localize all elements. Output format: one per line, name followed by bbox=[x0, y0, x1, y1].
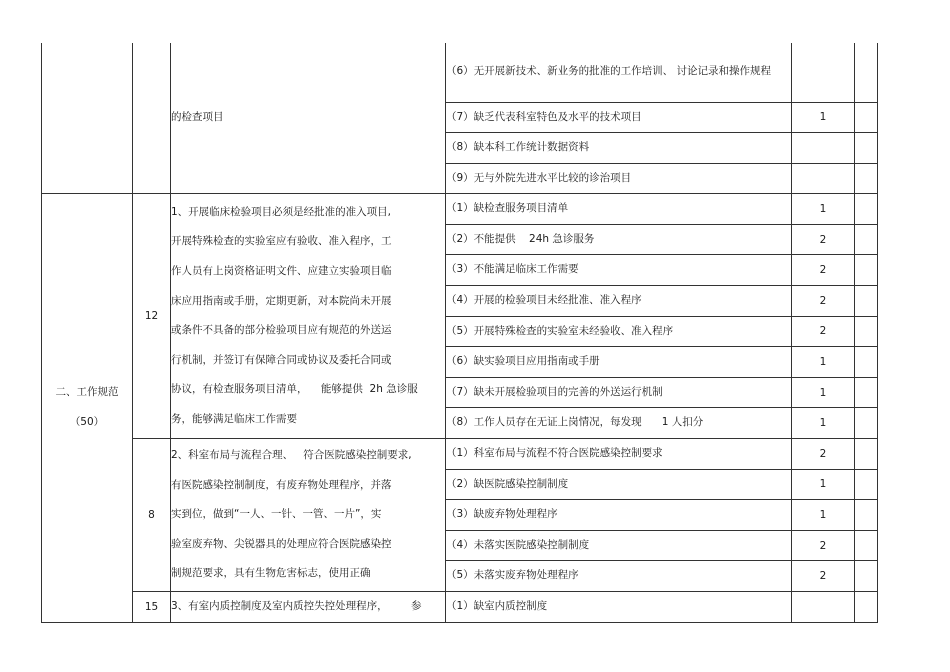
score-cell: 15 bbox=[133, 592, 171, 623]
blank-cell bbox=[855, 592, 878, 623]
description-line: 1、开展临床检验项目必须是经批准的准入项目, bbox=[171, 205, 392, 218]
description-line: 务，能够满足临床工作需要 bbox=[171, 412, 297, 425]
blank-cell bbox=[855, 408, 878, 439]
blank-cell bbox=[855, 500, 878, 531]
deduction-item: （1）缺室内质控制度 bbox=[446, 592, 792, 623]
standard-description-cell bbox=[171, 43, 446, 194]
deduction-points: 1 bbox=[792, 500, 855, 531]
description-line: 制规范要求，具有生物危害标志，使用正确 bbox=[171, 567, 371, 580]
description-line: 协议，有检查服务项目清单， 能够提供 2h 急诊服 bbox=[171, 383, 418, 396]
blank-cell bbox=[855, 439, 878, 470]
deduction-item: （4）开展的检验项目未经批准、准入程序 bbox=[446, 286, 792, 317]
deduction-points: 2 bbox=[792, 316, 855, 347]
score-cell: 8 bbox=[133, 439, 171, 592]
deduction-item: （2）不能提供 24h 急诊服务 bbox=[446, 224, 792, 255]
category-cell bbox=[42, 194, 133, 622]
deduction-points: 1 bbox=[792, 377, 855, 408]
description-line: 的检查项目 bbox=[171, 111, 224, 124]
deduction-item: （3）不能满足临床工作需要 bbox=[446, 255, 792, 286]
deduction-points: 2 bbox=[792, 255, 855, 286]
blank-cell bbox=[855, 163, 878, 194]
deduction-points: 2 bbox=[792, 286, 855, 317]
description-line: 开展特殊检查的实验室应有验收、准入程序，工 bbox=[171, 235, 392, 248]
description-line: 实到位，做到“一人、一针、一管、一片”，实 bbox=[171, 508, 382, 521]
blank-cell bbox=[855, 102, 878, 133]
deduction-item: （6）缺实验项目应用指南或手册 bbox=[446, 347, 792, 378]
blank-cell bbox=[855, 347, 878, 378]
description-line: 床应用指南或手册，定期更新，对本院尚未开展 bbox=[171, 294, 392, 307]
deduction-points: 1 bbox=[792, 408, 855, 439]
deduction-item: （4）未落实医院感染控制制度 bbox=[446, 530, 792, 561]
deduction-points: 2 bbox=[792, 439, 855, 470]
standard-description-cell bbox=[171, 592, 446, 623]
deduction-item: （8）工作人员存在无证上岗情况，每发现 1 人扣分 bbox=[446, 408, 792, 439]
blank-cell bbox=[855, 43, 878, 102]
description-line: 有医院感染控制制度，有废弃物处理程序，并落 bbox=[171, 478, 392, 491]
deduction-item: （6）无开展新技术、新业务的批准的工作培训、 讨论记录和操作规程 bbox=[446, 43, 792, 102]
deduction-points: 1 bbox=[792, 347, 855, 378]
blank-cell bbox=[855, 377, 878, 408]
deduction-points bbox=[792, 163, 855, 194]
blank-cell bbox=[855, 255, 878, 286]
deduction-item: （8）缺本科工作统计数据资料 bbox=[446, 133, 792, 164]
blank-cell bbox=[855, 194, 878, 225]
deduction-item: （7）缺乏代表科室特色及水平的技术项目 bbox=[446, 102, 792, 133]
description-line: 行机制，并签订有保障合同或协议及委托合同或 bbox=[171, 353, 392, 366]
deduction-points: 1 bbox=[792, 102, 855, 133]
deduction-item: （5）开展特殊检查的实验室未经验收、准入程序 bbox=[446, 316, 792, 347]
deduction-points: 1 bbox=[792, 469, 855, 500]
blank-cell bbox=[855, 133, 878, 164]
category-cell-continued bbox=[42, 43, 133, 194]
description-line: 验室废弃物、尖锐器具的处理应符合医院感染控 bbox=[171, 537, 392, 550]
standard-description-cell bbox=[171, 194, 446, 439]
blank-cell bbox=[855, 561, 878, 592]
deduction-points: 2 bbox=[792, 224, 855, 255]
category-name: 二、工作规范 bbox=[55, 386, 119, 399]
category-total: （50） bbox=[69, 415, 105, 428]
deduction-points: 1 bbox=[792, 194, 855, 225]
score-cell: 12 bbox=[133, 194, 171, 439]
score-cell bbox=[133, 43, 171, 194]
deduction-item: （1）缺检查服务项目清单 bbox=[446, 194, 792, 225]
blank-cell bbox=[855, 224, 878, 255]
deduction-points: 2 bbox=[792, 561, 855, 592]
description-line: 或条件不具备的部分检验项目应有规范的外送运 bbox=[171, 324, 392, 337]
deduction-points bbox=[792, 133, 855, 164]
deduction-points bbox=[792, 592, 855, 623]
deduction-points bbox=[792, 43, 855, 102]
blank-cell bbox=[855, 316, 878, 347]
deduction-item: （5）未落实废弃物处理程序 bbox=[446, 561, 792, 592]
deduction-item: （3）缺废弃物处理程序 bbox=[446, 500, 792, 531]
deduction-item: （2）缺医院感染控制制度 bbox=[446, 469, 792, 500]
deduction-item: （1）科室布局与流程不符合医院感染控制要求 bbox=[446, 439, 792, 470]
blank-cell bbox=[855, 286, 878, 317]
deduction-item: （7）缺未开展检验项目的完善的外送运行机制 bbox=[446, 377, 792, 408]
blank-cell bbox=[855, 530, 878, 561]
deduction-item: （9）无与外院先进水平比较的诊治项目 bbox=[446, 163, 792, 194]
standard-description-cell bbox=[171, 439, 446, 592]
deduction-points: 2 bbox=[792, 530, 855, 561]
description-line: 2、科室布局与流程合理、 符合医院感染控制要求, bbox=[171, 449, 412, 462]
description-line: 作人员有上岗资格证明文件、应建立实验项目临 bbox=[171, 264, 392, 277]
description-line: 3、有室内质控制度及室内质控失控处理程序， 参 bbox=[171, 600, 422, 612]
evaluation-table bbox=[41, 43, 878, 623]
blank-cell bbox=[855, 469, 878, 500]
